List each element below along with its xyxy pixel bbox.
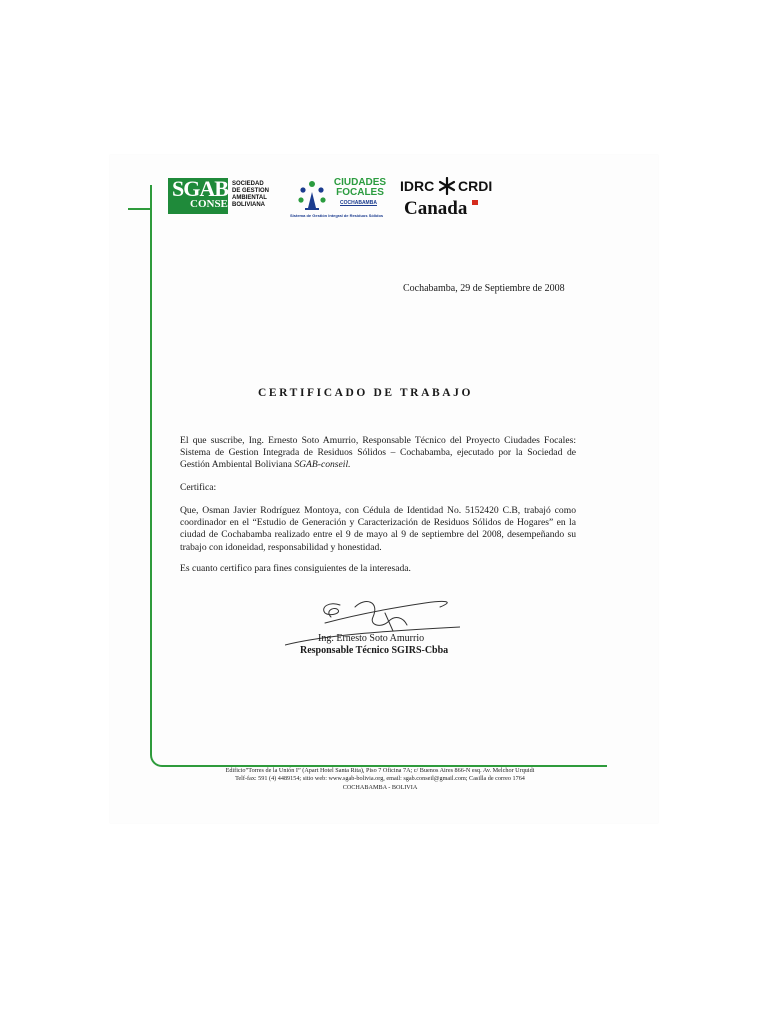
border-tick [128, 208, 150, 210]
green-page-border [150, 185, 607, 767]
certifica-label: Certifica: [180, 482, 217, 493]
idrc-logo [400, 178, 496, 222]
sgab-logo-conseil: CONSEIL [190, 198, 240, 210]
ciudades-focales-city: COCHABAMBA [340, 200, 377, 206]
signer-name: Ing. Ernesto Soto Amurrio [318, 633, 425, 644]
footer-city: COCHABAMBA - BOLIVIA [342, 783, 418, 791]
certification-paragraph: Que, Osman Javier Rodríguez Montoya, con Cédula de Identidad No. 5152420 C.B, trabajó como coordinador en el “Estudio de Generación y Caracterización de Residuos Sólidos de Hogares” en la ciudad de Cochabamba realizado entre el 9 de mayo al 9 de septiembre del 2008, desempeñando su trabajo con idoneidad, responsabilidad y honestidad. [180, 505, 576, 553]
canada-flag-icon [472, 200, 478, 205]
snowflake-icon [438, 177, 456, 195]
company-name-italic: SGAB-conseil. [294, 459, 351, 471]
ciudades-focales-logo [292, 176, 388, 222]
sgab-org-name: SOCIEDAD DE GESTION AMBIENTAL BOLIVIANA [232, 181, 270, 208]
sgab-logo-letters: SGAB [172, 176, 228, 201]
ciudades-focales-tagline: Sistema de Gestión Integral de Residuos Sólidos [290, 213, 384, 218]
document-date: Cochabamba, 29 de Septiembre de 2008 [403, 283, 565, 294]
people-circle-icon [295, 178, 329, 212]
canada-wordmark: Canada [404, 198, 468, 219]
intro-paragraph [180, 435, 576, 472]
document-title: CERTIFICADO DE TRABAJO [258, 387, 474, 399]
ciudades-focales-title: CIUDADES FOCALES [333, 177, 387, 198]
idrc-text: IDRC [400, 178, 435, 194]
signer-role: Responsable Técnico SGIRS-Cbba [300, 645, 449, 656]
sgab-logo [168, 178, 274, 214]
crdi-text: CRDI [458, 178, 493, 194]
closing-paragraph: Es cuanto certifico para fines consiguientes de la interesada. [180, 563, 411, 574]
letterhead-footer [180, 767, 580, 792]
footer-contact: Telf-fax: 591 (4) 4489154; sitio web: www.sgab-bolivia.org, email: sgab.conseil@gmail.com; Casilla de correo 1764 [235, 775, 525, 783]
footer-address: Edificio”Torres de la Unión I” (Apart Hotel Santa Rita), Piso 7 Oficina 7A; c/ Buenos Aires 866-N esq. Av. Melchor Urquidi [225, 767, 535, 774]
intro-text: El que suscribe, Ing. Ernesto Soto Amurrio, Responsable Técnico del Proyecto Ciudades Focales: Sistema de Gestion Integrada de Residuos Sólidos – Cochabamba, ejecutado por la Sociedad de Gestión Ambiental Boliviana [180, 435, 576, 471]
